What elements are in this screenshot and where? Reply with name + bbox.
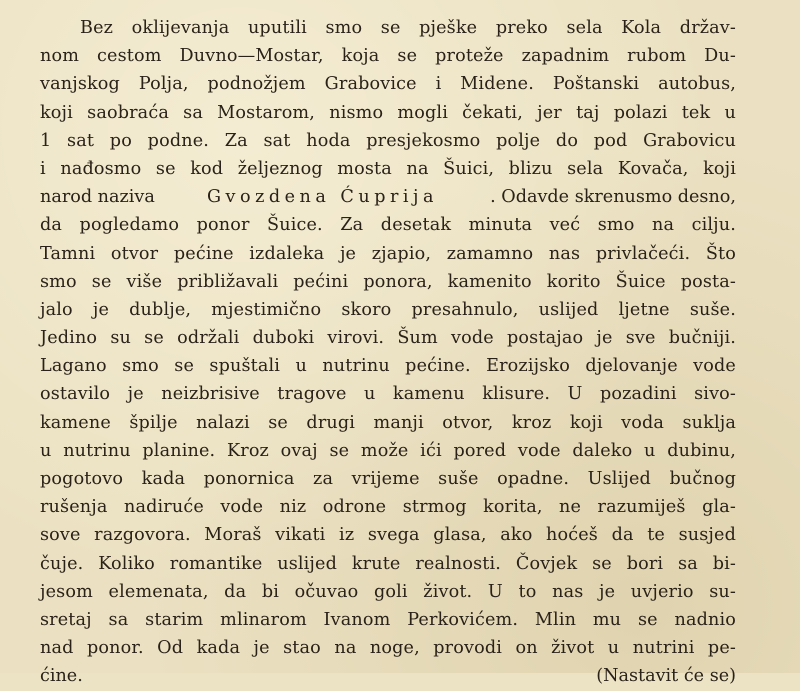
text-line: rušenja nadiruće vode niz odrone strmog korita, ne razumiješ gla-	[40, 497, 736, 518]
text-line: sove razgovora. Moraš vikati iz svega glasa, ako hoćeš da te susjed	[40, 525, 736, 546]
text-line: nom cestom Duvno—Mostar, koja se proteže zapadnim rubom Du-	[40, 46, 736, 67]
text-line: koji saobraća sa Mostarom, nismo mogli čekati, jer taj polazi tek u	[40, 102, 736, 123]
text-line: Lagano smo se spuštali u nutrinu pećine. Erozijsko djelovanje vode	[40, 356, 736, 377]
text-line: da pogledamo ponor Šuice. Za desetak minuta već smo na cilju.	[40, 215, 736, 236]
text-line: Tamni otvor pećine izdaleka je zjapio, zamamno nas privlačeći. Što	[40, 243, 736, 264]
text-line: ostavilo je neizbrisive tragove u kamenu klisure. U pozadini sivo-	[40, 384, 736, 405]
text-line: jalo je dublje, mjestimično skoro presahnulo, uslijed ljetne suše.	[40, 299, 736, 320]
text-line: kamene špilje nalazi se drugi manji otvor, kroz koji voda suklja	[40, 412, 736, 433]
emphasized-place-name: Gvozdena Ćuprija	[206, 187, 438, 208]
text-line: Jedino su se održali duboki virovi. Šum vode postajao je sve bučniji.	[40, 328, 736, 349]
continuation-note: (Nastavit će se)	[596, 666, 736, 687]
text-line: i nađosmo se kod željeznog mosta na Šuici, blizu sela Kovača, koji	[40, 158, 736, 179]
final-line	[40, 662, 736, 690]
text-line: čuje. Koliko romantike uslijed krute realnosti. Čovjek se bori sa bi-	[40, 553, 736, 574]
text-line: jesom elemenata, da bi očuvao goli život. U to nas je uvjerio su-	[40, 581, 736, 602]
text-line	[40, 183, 736, 211]
article-text	[40, 14, 736, 691]
text-line: smo se više približavali pećini ponora, kamenito korito Šuice posta-	[40, 271, 736, 292]
text-line: nad ponor. Od kada je stao na noge, provodi on život u nutrini pe-	[40, 638, 736, 659]
text-line: Bez oklijevanja uputili smo se pješke preko sela Kola držav-	[80, 18, 736, 38]
text-line-part: narod naziva	[40, 187, 155, 208]
text-line: 1 sat po podne. Za sat hoda presjekosmo polje do pod Grabovicu	[40, 130, 736, 151]
text-line: vanjskog Polja, podnožjem Grabovice i Midene. Poštanski autobus,	[40, 74, 736, 95]
text-line-part: ćine.	[40, 666, 83, 687]
text-line: u nutrinu planine. Kroz ovaj se može ići pored vode daleko u dubinu,	[40, 440, 736, 461]
text-line: sretaj sa starim mlinarom Ivanom Perkovićem. Mlin mu se nadnio	[40, 609, 736, 630]
text-line: pogotovo kada ponornica za vrijeme suše opadne. Uslijed bučnog	[40, 469, 736, 489]
text-line-part: . Odavde skrenusmo desno,	[490, 187, 736, 208]
